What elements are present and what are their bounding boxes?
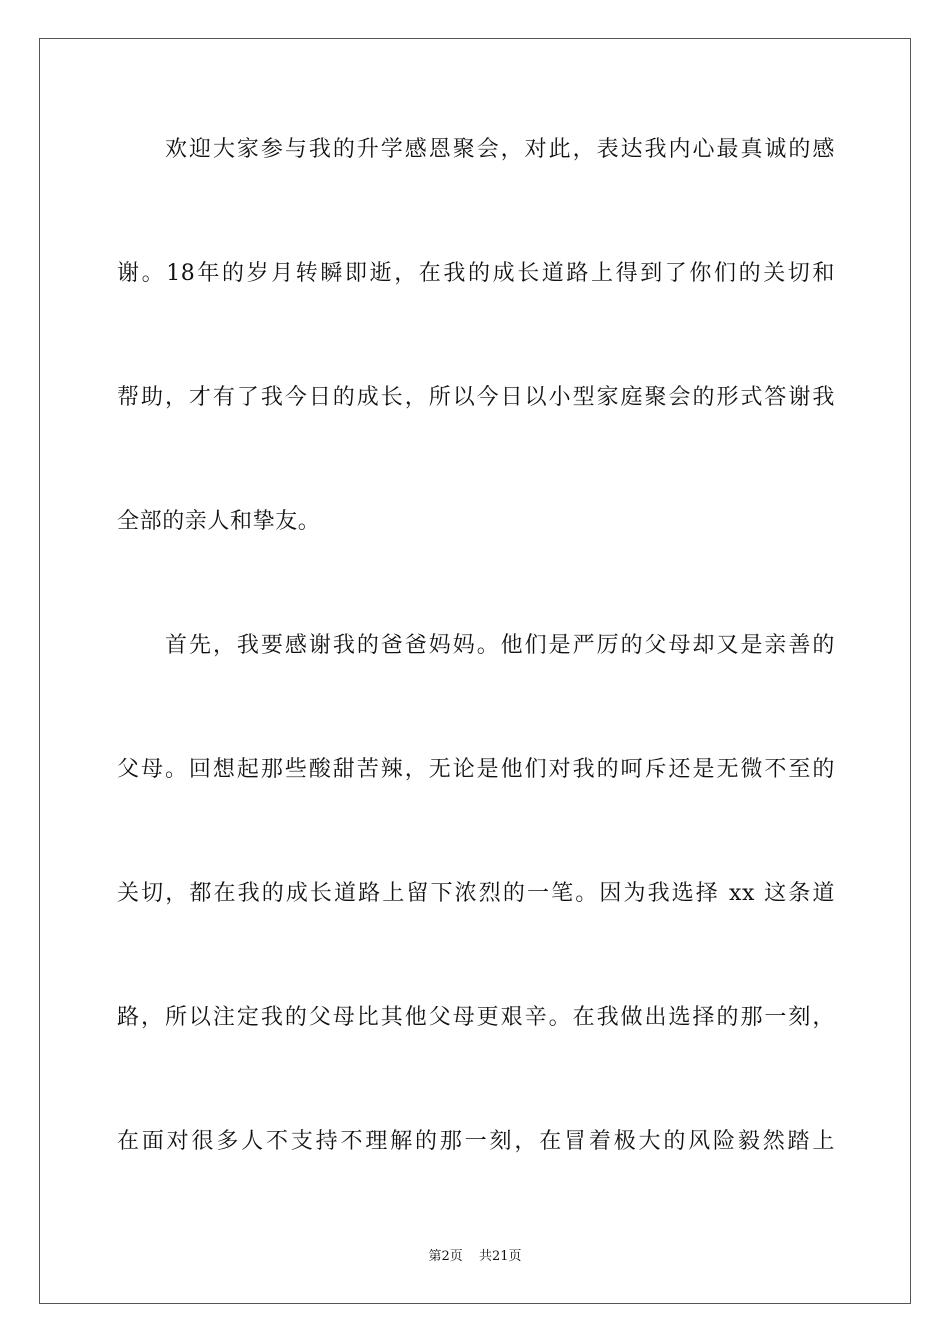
paragraph-2-line-2: 父母。回想起那些酸甜苦辣，无论是他们对我的呵斥还是无微不至的	[117, 757, 835, 782]
page-total: 共21页	[478, 1249, 522, 1264]
page-number: 第2页	[428, 1249, 463, 1264]
paragraph-2-line-1: 首先，我要感谢我的爸爸妈妈。他们是严厉的父母却又是亲善的	[165, 633, 835, 658]
paragraph-1-line-1: 欢迎大家参与我的升学感恩聚会，对此，表达我内心最真诚的感	[165, 137, 835, 162]
paragraph-1-line-3: 帮助，才有了我今日的成长，所以今日以小型家庭聚会的形式答谢我	[117, 385, 835, 410]
paragraph-2-line-4: 路，所以注定我的父母比其他父母更艰辛。在我做出选择的那一刻，	[117, 1005, 835, 1030]
paragraph-1-line-2: 谢。18年的岁月转瞬即逝，在我的成长道路上得到了你们的关切和	[117, 261, 835, 286]
paragraph-2-line-3: 关切，都在我的成长道路上留下浓烈的一笔。因为我选择 xx 这条道	[117, 881, 835, 906]
page-frame	[39, 38, 911, 1304]
paragraph-1-line-4: 全部的亲人和挚友。	[117, 509, 321, 534]
page-footer	[0, 1245, 950, 1264]
paragraph-2-line-5: 在面对很多人不支持不理解的那一刻，在冒着极大的风险毅然踏上	[117, 1129, 835, 1154]
